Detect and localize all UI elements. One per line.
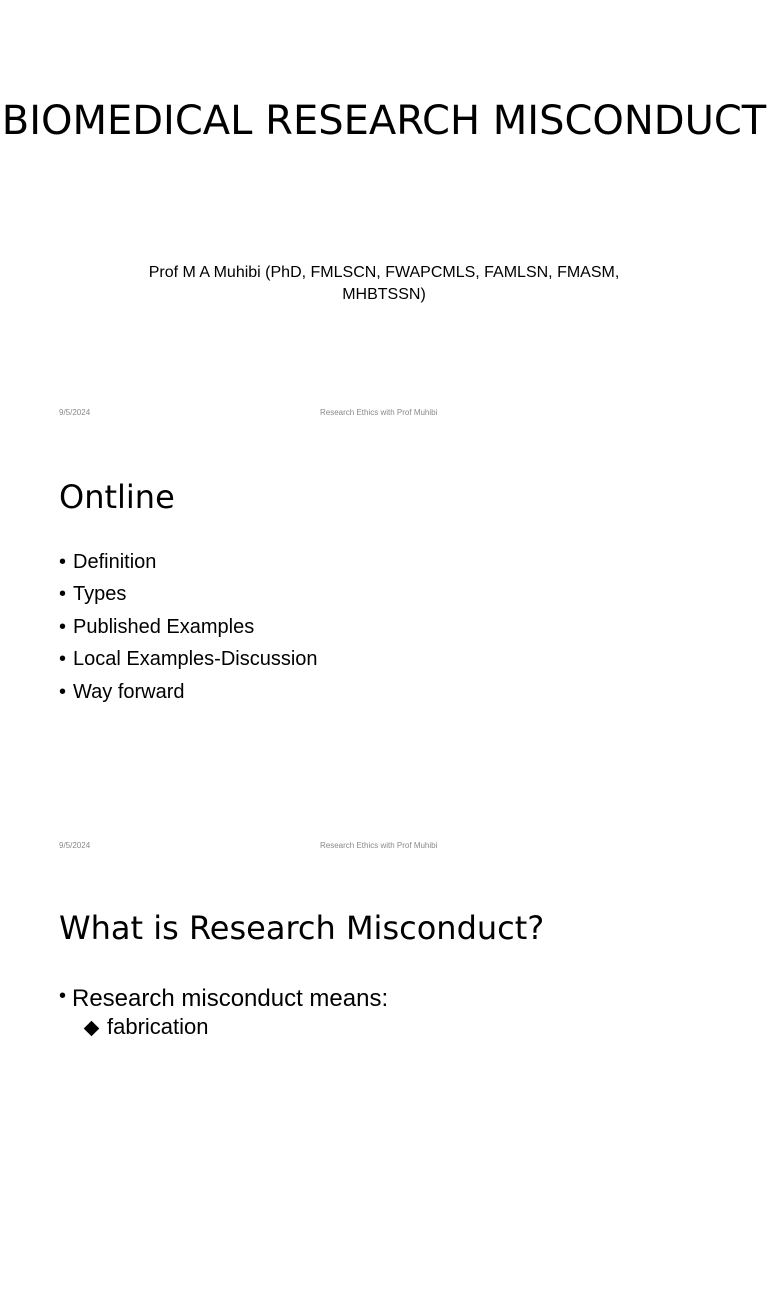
list-item-label: Local Examples-Discussion [73, 648, 318, 671]
bullet-icon: • [59, 680, 67, 703]
list-item-label: Way forward [73, 680, 185, 703]
footer-date: 9/5/2024 [59, 841, 91, 850]
bullet-icon: • [59, 615, 67, 638]
footer-date: 9/5/2024 [59, 408, 91, 417]
sub-list-item-label: fabrication [107, 1014, 209, 1039]
definition-list [59, 984, 388, 1016]
list-item-label: Research misconduct means: [72, 985, 389, 1012]
outline-heading: Ontline [59, 478, 175, 516]
bullet-icon: • [59, 583, 67, 606]
slide-title [0, 0, 768, 433]
outline-list [59, 549, 318, 711]
slide-definition [0, 866, 768, 1299]
sub-list-item [86, 1014, 209, 1040]
list-item-label: Published Examples [73, 615, 255, 638]
author-subtitle: Prof M A Muhibi (PhD, FMLSCN, FWAPCMLS, FAMLSN, FMASM, MHBTSSN) [148, 264, 620, 303]
diamond-bullet-icon [84, 1020, 100, 1036]
list-item [59, 646, 318, 678]
list-item [59, 679, 318, 711]
list-item-label: Types [73, 583, 127, 606]
slide-outline [0, 433, 768, 866]
slide-title-heading: BIOMEDICAL RESEARCH MISCONDUCT [1, 97, 767, 144]
footer-text: Research Ethics with Prof Muhibi [320, 841, 438, 850]
bullet-icon: • [59, 551, 67, 573]
list-item-label: Definition [73, 551, 157, 573]
list-item [59, 581, 318, 613]
list-item [59, 549, 318, 581]
list-item [59, 614, 318, 646]
list-item [59, 984, 388, 1016]
footer-text: Research Ethics with Prof Muhibi [320, 408, 438, 417]
bullet-icon: • [59, 648, 67, 671]
bullet-icon: • [59, 985, 67, 1007]
definition-heading: What is Research Misconduct? [59, 909, 545, 947]
